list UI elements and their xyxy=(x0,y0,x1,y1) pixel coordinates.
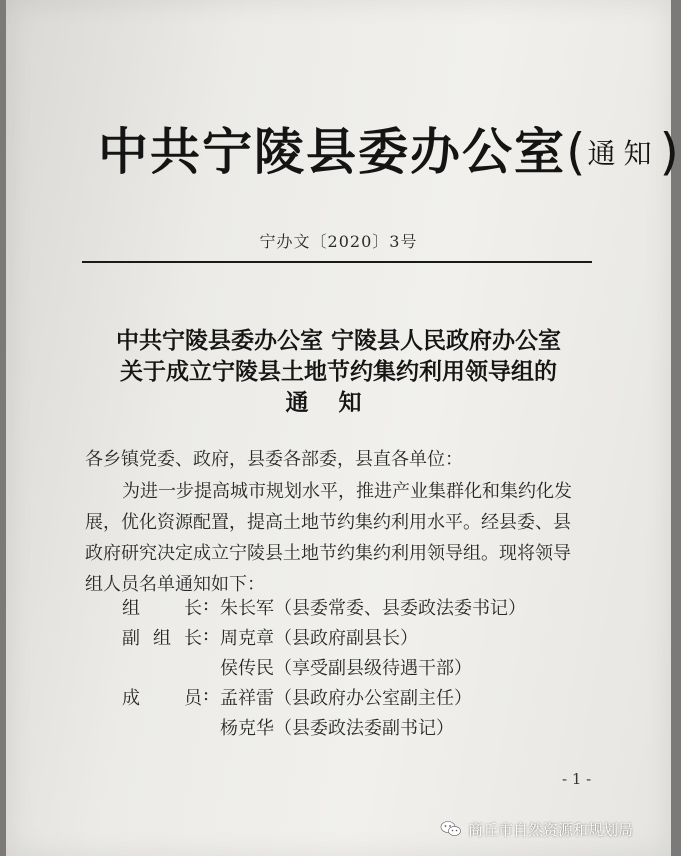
title-line-3: 通知 xyxy=(285,390,392,416)
member-name: 朱长军（县委常委、县委政法委书记） xyxy=(220,598,526,619)
header-paren-close: ) xyxy=(659,123,681,181)
member-name: 孟祥雷（县政府办公室副主任） xyxy=(220,688,472,709)
header-org: 中共宁陵县委办公室 xyxy=(98,123,566,181)
member-role: 副组长 xyxy=(122,628,202,649)
header-divider xyxy=(82,261,592,263)
header-title xyxy=(98,112,681,184)
page-number: - 1 - xyxy=(562,770,592,788)
member-role: 成员 xyxy=(122,688,202,709)
header-handwritten-note: 通知 xyxy=(587,137,660,170)
member-role: 组长 xyxy=(122,598,202,619)
document-number: 宁办文〔2020〕3号 xyxy=(259,232,418,251)
title-line-1: 中共宁陵县委办公室 宁陵县人民政府办公室 xyxy=(115,328,561,354)
wechat-icon xyxy=(440,820,462,838)
title-line-2: 关于成立宁陵县土地节约集约利用领导组的 xyxy=(120,359,557,385)
body-line: 为进一步提高城市规划水平，推进产业集群化和集约化发 xyxy=(122,481,572,502)
member-name: 侯传民（享受副县级待遇干部） xyxy=(220,658,472,679)
body-line: 组人员名单通知如下： xyxy=(85,574,265,595)
body-line: 政府研究决定成立宁陵县土地节约集约利用领导组。现将领导 xyxy=(85,543,571,564)
watermark xyxy=(440,816,633,842)
header-paren-open: ( xyxy=(566,123,588,181)
body-line: 展，优化资源配置，提高土地节约集约利用水平。经县委、县 xyxy=(85,512,571,533)
member-name: 周克章（县政府副县长） xyxy=(220,628,418,649)
member-name: 杨克华（县委政法委副书记） xyxy=(220,718,454,739)
salutation: 各乡镇党委、政府，县委各部委，县直各单位： xyxy=(85,449,463,470)
watermark-text: 商丘市自然资源和规划局 xyxy=(468,820,634,839)
